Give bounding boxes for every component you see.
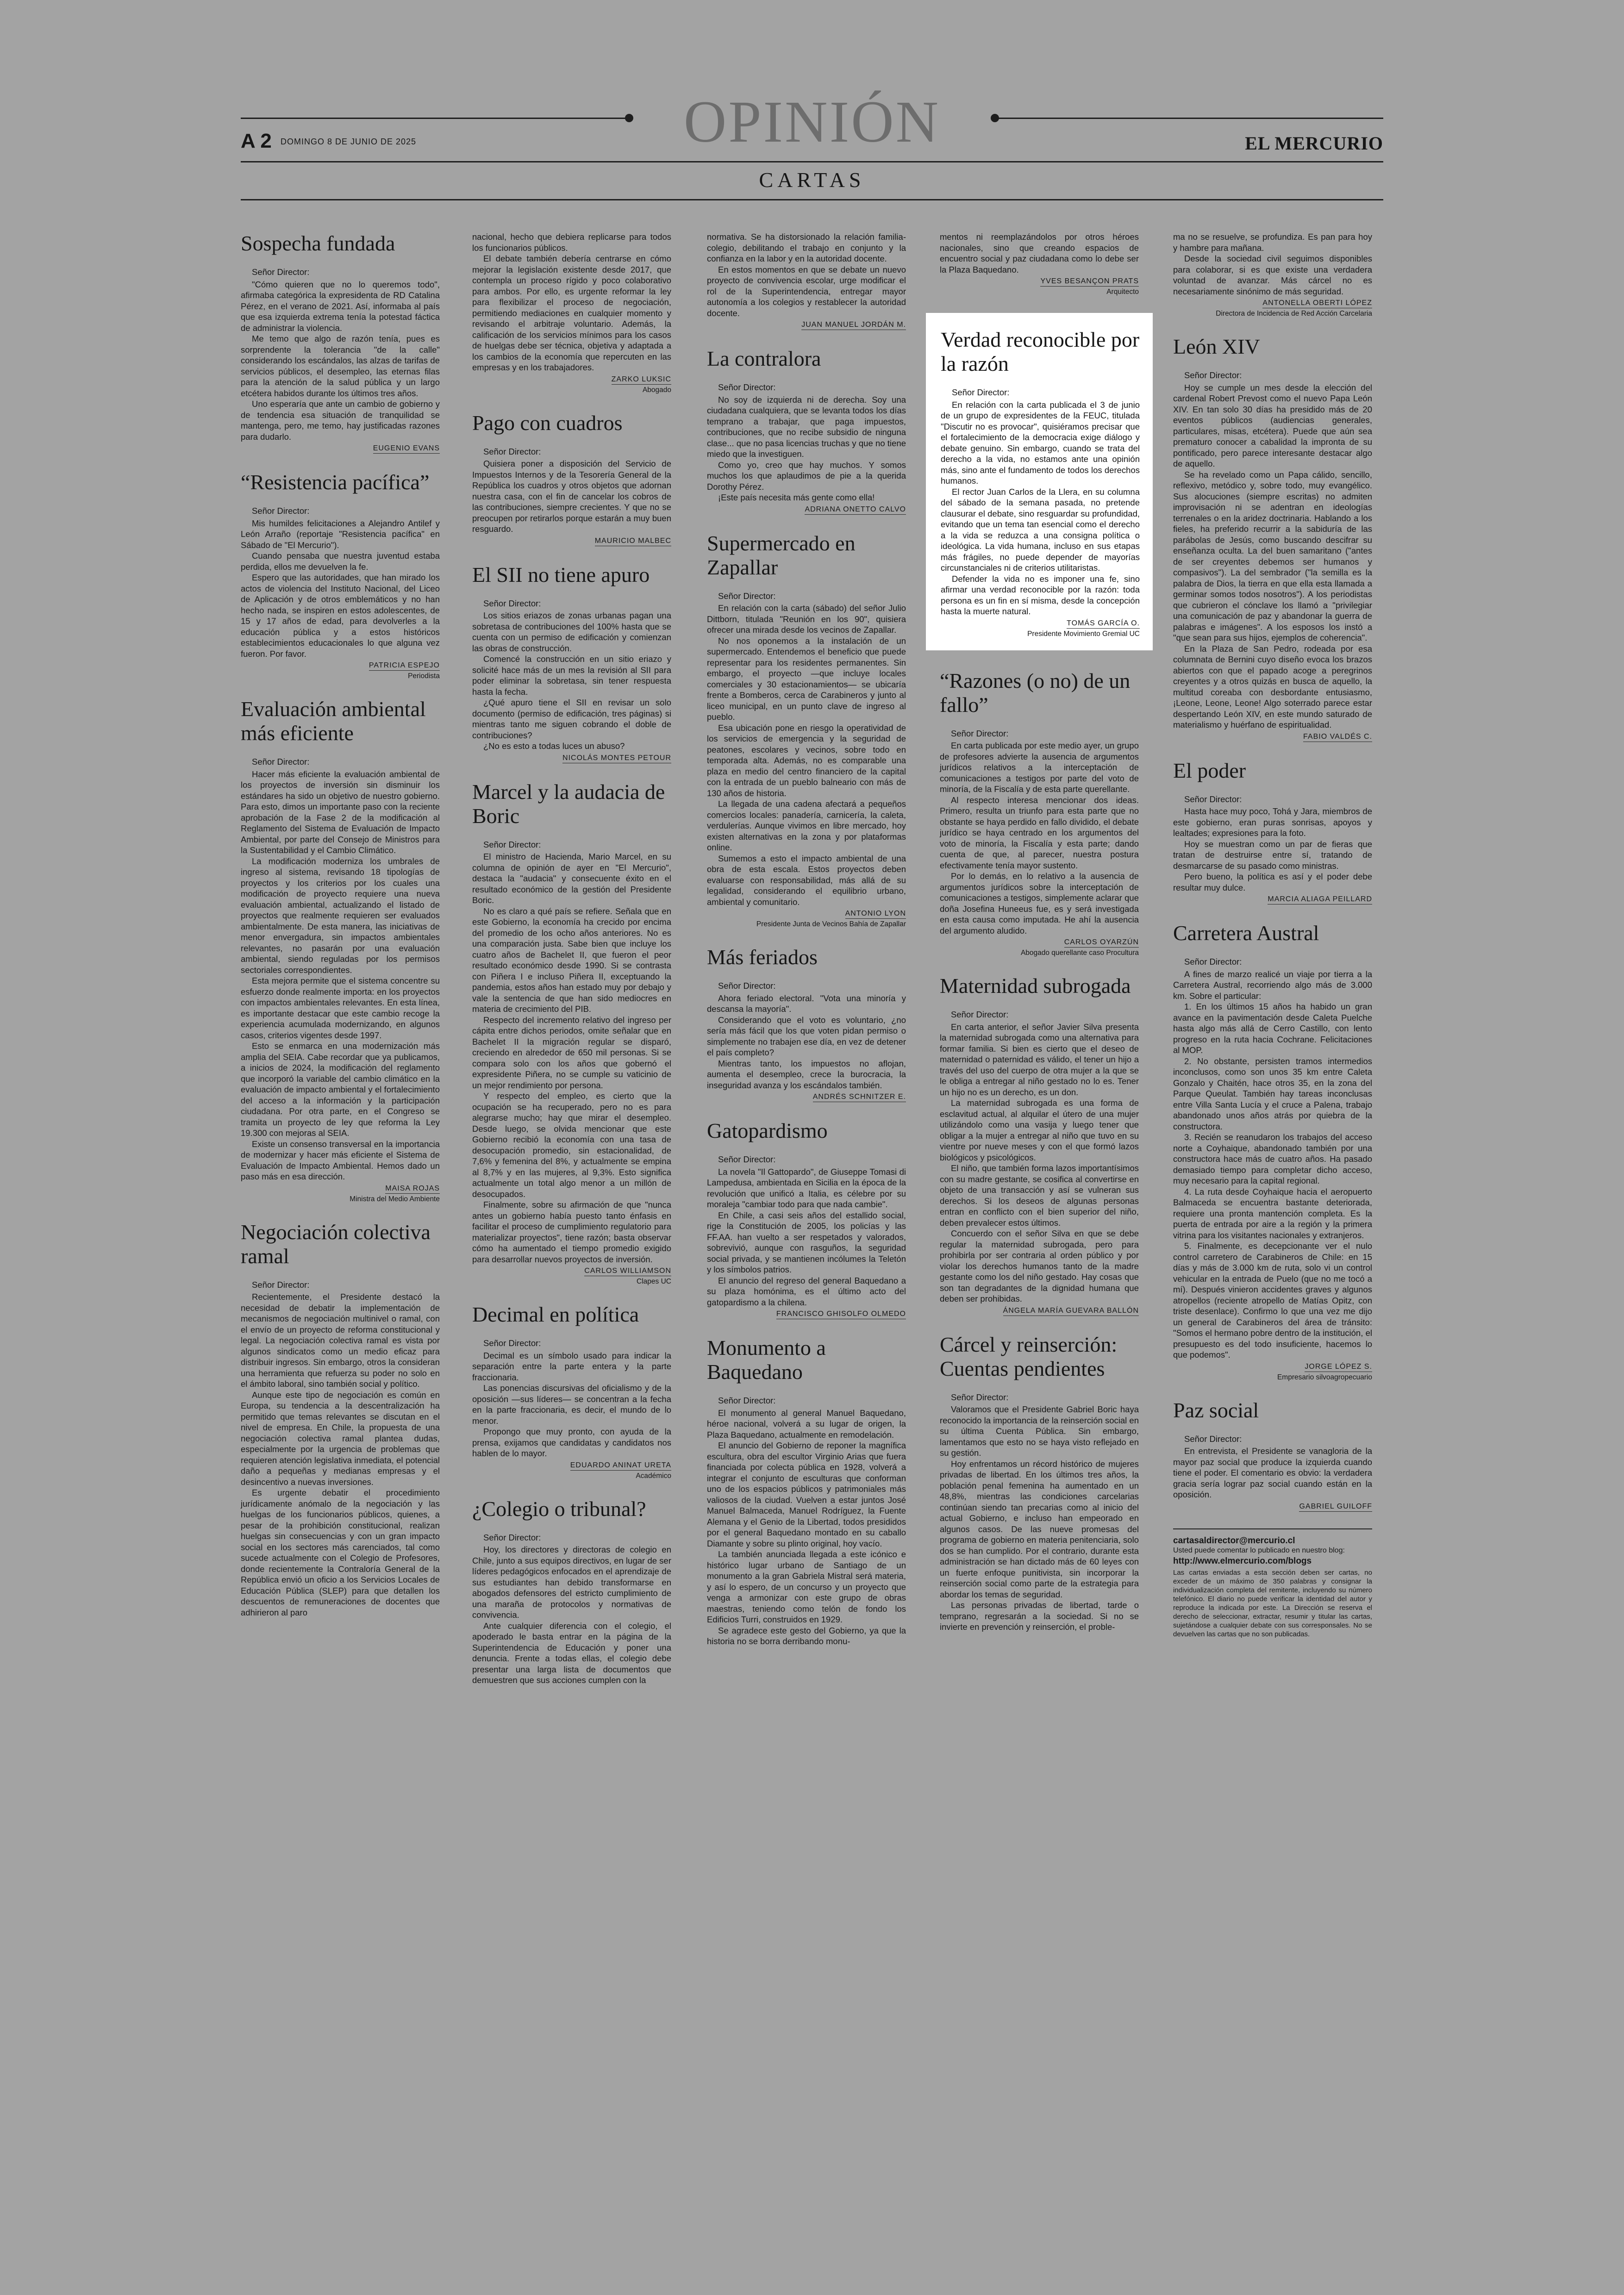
column-1 <box>241 231 440 1634</box>
column-3 <box>707 231 906 1664</box>
letter-paragraph: Por lo demás, en lo relativo a la ausencia de argumentos jurídicos sobre la interceptación de comunicaciones a testigos, simplemente aclarar que doña Josefina Huneeus fue, es y será investigada en esta causa como imputada. He ahí la ausencia del argumento aludido. <box>940 871 1139 935</box>
letter-monumento-baquedano <box>707 1336 906 1647</box>
letter-salutation: Señor Director: <box>483 598 541 608</box>
letter-paragraph: Hacer más eficiente la evaluación ambiental de los proyectos de inversión sin disminuir los estándares ha sido un objetivo de nuestro gobierno. Para esto, dimos un importante paso con la reciente aprobación de la Fase 2 de la modificación al Reglamento del Sistema de Evaluación de Impacto Ambiental, por parte del Consejo de Ministros para la Sustentabilidad y el Cambio Climático. <box>241 769 440 855</box>
letter-title: El poder <box>1173 758 1246 782</box>
letter-pago-con-cuadros <box>472 411 671 546</box>
letter-paragraph: La llegada de una cadena afectará a pequeños comercios locales: panadería, carnicería, la caleta, verdulerías. Aunque vivimos en libre mercado, hoy existen alternativas en la zona y por plataformas online. <box>707 799 906 852</box>
letter-salutation: Señor Director: <box>483 1532 541 1542</box>
letter-paragraph: En relación con la carta publicada el 3 de junio de un grupo de expresidentes de la FEUC, titulada "Discutir no es provocar", quisiéramos precisar que el fortalecimiento de la democracia exige diálogo y debate genuino. Sin embargo, cuando se trata del derecho a la vida, no estamos ante una opinión más, sino ante el fundamento de todos los derechos humanos. <box>941 399 1140 486</box>
signature-name: MARCIA ALIAGA PEILLARD <box>1268 895 1372 904</box>
letter-paragraph: Los sitios eriazos de zonas urbanas pagan una sobretasa de contribuciones del 100% hasta que se cuenta con un permiso de edificación y comienzan las obras de construcción. <box>472 611 671 653</box>
letter-paragraph: Finalmente, sobre su afirmación de que "nunca antes un gobierno había puesto tanto énfasis en facilitar el proceso de cumplimiento regulatorio para materializar proyectos", tiene razón; basta observar cómo ha aumentado el tiempo promedio exigido para desarrollar nuevos proyectos de inversión. <box>472 1200 671 1264</box>
letter-paragraph: 2. No obstante, persisten tramos intermedios inconclusos, como son unos 35 km entre Caleta Gonzalo y Chaitén, hace otros 35, en la zona del Parque Queulat. También hay tareas inconclusas entre Villa Santa Lucía y el cruce a Palena, trabajo abandonado unos años atrás por quiebra de la constructora. <box>1173 1056 1372 1131</box>
letter-paragraph: Recientemente, el Presidente destacó la necesidad de debatir la implementación de mecanismos de negociación multinivel o ramal, con el envío de un proyecto de reforma constitucional y legal. La negociación colectiva ramal es vista por algunos sindicatos como un medio eficaz para distribuir ingresos. Sin embargo, otros la consideran una herramienta que refuerza su poder no solo en el ámbito laboral, sino también social y político. <box>241 1292 440 1389</box>
letter-colegio-continued <box>707 231 906 330</box>
signature-role: Directora de Incidencia de Red Acción Carcelaria <box>1216 310 1372 318</box>
letter-title: “Resistencia pacífica” <box>241 470 430 494</box>
letter-paragraph: Pero bueno, la política es así y el poder debe resultar muy dulce. <box>1173 872 1372 892</box>
signature-name: ZARKO LUKSIC <box>612 375 671 385</box>
letter-carcel-reinsercion <box>940 1333 1139 1633</box>
letter-signature <box>707 1310 906 1319</box>
letter-signature <box>1173 733 1372 742</box>
letter-paragraph: Como yo, creo que hay muchos. Y somos muchos los que aplaudimos de pie a la querida Dorothy Pérez. <box>707 460 906 492</box>
letter-title: Gatopardismo <box>707 1119 828 1142</box>
letter-paragraph: Hasta hace muy poco, Tohá y Jara, miembros de este gobierno, eran puras sonrisas, apoyos y lealtades; expresiones para la foto. <box>1173 806 1372 838</box>
letter-salutation: Señor Director: <box>252 757 310 767</box>
letter-resistencia-pacifica <box>241 470 440 680</box>
blog-link[interactable]: http://www.elmercurio.com/blogs <box>1173 1556 1312 1566</box>
letter-paragraph: En carta anterior, el señor Javier Silva presenta la maternidad subrogada como una alternativa para formar familia. Si bien es cierto que el deseo de maternidad o paternidad es válido, el tener un hijo a través del uso del cuerpo de otra mujer a la que se le obliga a entregar al niño gestado no lo es. Tener un hijo no es un derecho, es un don. <box>940 1022 1139 1097</box>
letter-title: Paz social <box>1173 1398 1259 1422</box>
letter-negociacion-colectiva <box>241 1220 440 1618</box>
signature-name: GABRIEL GUILOFF <box>1299 1503 1372 1512</box>
letter-salutation: Señor Director: <box>951 1392 1009 1402</box>
letter-el-poder <box>1173 759 1372 905</box>
letter-signature <box>1173 299 1372 318</box>
signature-name: ANTONIO LYON <box>845 910 906 919</box>
letter-paragraph: Mis humildes felicitaciones a Alejandro Antilef y León Arraño (reportaje "Resistencia pacífica" en Sábado de "El Mercurio"). <box>241 518 440 550</box>
letter-title: Supermercado en Zapallar <box>707 531 856 579</box>
letter-gatopardismo <box>707 1119 906 1319</box>
letter-paragraph: 5. Finalmente, es decepcionante ver el nulo control carretero de Carabineros de Chile: en 15 días y más de 3.000 km de ruta, solo vi un control vehicular en la entrada de Puelo (que no me tocó a mí). Después vinieron accidentes graves y algunos atropellos (reciente atropello de Matías Opitz, con triste desenlace). Confirmo lo que una vez me dijo un general de Carabineros del área de tránsito: "Somos el hermano pobre dentro de la institución, el presupuesto es del todo insuficiente, hacemos lo que podemos". <box>1173 1241 1372 1360</box>
signature-name: ÁNGELA MARÍA GUEVARA BALLÓN <box>1003 1307 1139 1316</box>
letter-paragraph: El monumento al general Manuel Baquedano, héroe nacional, volverá a su lugar de origen, la Plaza Baquedano, actualmente en remodelación. <box>707 1408 906 1440</box>
letter-salutation: Señor Director: <box>951 728 1009 738</box>
signature-name: YVES BESANÇON PRATS <box>1040 277 1139 287</box>
letter-salutation: Señor Director: <box>252 1279 310 1290</box>
signature-role: Presidente Movimiento Gremial UC <box>1027 630 1140 638</box>
letter-sii <box>472 563 671 763</box>
letter-title: Maternidad subrogada <box>940 974 1131 998</box>
letter-title: Carretera Austral <box>1173 921 1319 945</box>
letter-title: Marcel y la audacia de Boric <box>472 780 665 828</box>
letter-paz-social <box>1173 1398 1372 1512</box>
letter-maternidad-subrogada <box>940 974 1139 1316</box>
letter-paragraph: El anuncio del Gobierno de reponer la magnífica escultura, obra del escultor Virginio Arias que fuera financiada por colecta pública en 1928, volverá a integrar el conjunto de esculturas que conforman uno de los espacios públicos y patrimoniales más valiosos de la ciudad. Vuelven a estar juntos José Manuel Balmaceda, Manuel Rodríguez, la Fuente Alemana y el Genio de la Libertad, todos presididos por el general Baquedano montado en su caballo Diamante y sobre su plinto original, hoy vacío. <box>707 1441 906 1548</box>
letter-paragraph: La maternidad subrogada es una forma de esclavitud actual, al alquilar el útero de una mujer utilizándolo como una vasija y luego tener que obligar a la mujer a entregar al niño que tuvo en su vientre por nueve meses y con el que formó lazos biológicos y psicológicos. <box>940 1098 1139 1162</box>
signature-name: JORGE LÓPEZ S. <box>1305 1363 1372 1372</box>
signature-name: FABIO VALDÉS C. <box>1303 733 1372 742</box>
letter-la-contralora <box>707 347 906 515</box>
letter-paragraph: Valoramos que el Presidente Gabriel Boric haya reconocido la importancia de la reinserción social en su última Cuenta Pública. Sin embargo, lamentamos que esto no se haya visto reflejado en su gestión. <box>940 1404 1139 1458</box>
letter-salutation: Señor Director: <box>718 1154 776 1164</box>
letter-paragraph: Las ponencias discursivas del oficialismo y de la oposición —sus líderes— se concentran a la fecha en la parte fraccionaria, es decir, el mundo de lo menor. <box>472 1383 671 1426</box>
letter-paragraph: Ahora feriado electoral. "Vota una minoría y descansa la mayoría". <box>707 993 906 1014</box>
letter-marcel-boric <box>472 780 671 1286</box>
letter-sospecha-fundada <box>241 231 440 454</box>
letter-paragraph: Se agradece este gesto del Gobierno, ya que la historia no se borra derribando monu- <box>707 1625 906 1646</box>
letter-paragraph: Esta mejora permite que el sistema concentre su esfuerzo donde realmente importa: en los proyectos con impactos ambientales relevantes. En esta línea, es importante destacar que este cambio recoge la experiencia acumulada modernizando, en algunos casos, criterios vigentes desde 1997. <box>241 976 440 1040</box>
signature-role: Abogado querellante caso Procultura <box>1020 949 1139 957</box>
comment-note: Usted puede comentar lo publicado en nuestro blog: <box>1173 1546 1345 1554</box>
signature-role: Clapes UC <box>637 1278 671 1285</box>
letter-signature <box>707 505 906 515</box>
letter-paragraph: 1. En los últimos 15 años ha habido un gran avance en la pavimentación desde Caleta Puelche hasta algo más allá de Cerro Castillo, con lento progreso en la ruta hacia Cochrane. Felicitaciones al MOP. <box>1173 1002 1372 1055</box>
signature-name: EUGENIO EVANS <box>373 444 440 454</box>
letter-signature <box>940 1307 1139 1316</box>
letter-evaluacion-ambiental <box>241 697 440 1204</box>
letter-signature <box>707 321 906 330</box>
letter-salutation: Señor Director: <box>951 1010 1009 1019</box>
header-rule-bottom <box>241 199 1383 200</box>
letter-paragraph: Hoy enfrentamos un récord histórico de mujeres privadas de libertad. En los últimos tres años, la población penal femenina ha aumentado en un 48,8%, mientras las condiciones carcelarias continúan siendo tan precarias como al inicio del actual Gobierno, e incluso han empeorado en algunos casos. De las nueve promesas del programa de gobierno en materia penitenciaria, solo dos se han cumplido. Por el contrario, durante esta administración se han dictado más de 60 leyes con un fuerte enfoque punitivista, sin incorporar la reinserción social como parte de la estrategia para abordar los temas de seguridad. <box>940 1459 1139 1599</box>
letter-signature <box>1173 895 1372 904</box>
letter-razones-de-un-fallo <box>940 669 1139 958</box>
letter-paragraph: Quisiera poner a disposición del Servicio de Impuestos Internos y de la Tesorería General de la República los cuadros y otros objetos que adornan nuestra casa, con el fin de cancelar los cobros de las contribuciones, siempre crecientes. Y que no se preocupen por retirarlos porque estarán a muy buen resguardo. <box>472 459 671 534</box>
header-dot-right <box>991 114 999 122</box>
signature-name: ANDRÉS SCHNITZER E. <box>813 1093 906 1102</box>
signature-name: ANTONELLA OBERTI LÓPEZ <box>1262 299 1372 308</box>
letter-title: Evaluación ambiental más eficiente <box>241 697 426 745</box>
letter-salutation: Señor Director: <box>718 1396 776 1405</box>
letter-signature <box>472 1461 671 1480</box>
header-dot-left <box>625 114 633 122</box>
letter-paragraph: En relación con la carta (sábado) del señor Julio Dittborn, titulada "Reunión en los 90", quisiera ofrecer una mirada desde los vecinos de Zapallar. <box>707 603 906 635</box>
letter-salutation: Señor Director: <box>718 382 776 392</box>
letter-paragraph: Hoy se muestran como un par de fieras que tratan de destruirse entre sí, tratando de desmarcarse de su pasado como ministras. <box>1173 839 1372 871</box>
letter-paragraph: El niño, que también forma lazos importantísimos con su madre gestante, se cosifica al convertirse en objeto de una transacción y así se vulneran sus derechos. Si los deseos de algunas personas entran en conflicto con el bien superior del niño, deben prevalecer estos últimos. <box>940 1163 1139 1228</box>
letter-paragraph: Me temo que algo de razón tenía, pues es sorprendente la tolerancia "de la calle" considerando los escándalos, las alzas de tarifas de servicios públicos, el desempleo, las eternas filas para la atención de la salud pública y un largo etcétera habidos durante los últimos tres años. <box>241 334 440 398</box>
letter-paragraph: El debate también debería centrarse en cómo mejorar la legislación existente desde 2017, que contempla un proceso rígido y poco colaborativo para ambos. Por ello, es urgente reformar la ley para flexibilizar el proceso de negociación, permitiendo mediaciones en cualquier momento y revisando el arbitraje voluntario. Además, la calificación de los servicios mínimos para los casos de huelgas debe ser técnica, objetiva y adaptada a los cambios de la economía que repercuten en las empresas y en los trabajadores. <box>472 254 671 372</box>
signature-name: TOMÁS GARCÍA O. <box>1067 619 1140 629</box>
letter-paragraph: Es urgente debatir el procedimiento jurídicamente anómalo de la negociación y las huelgas de los funcionarios públicos, quienes, a pesar de la prohibición constitucional, realizan huelgas sin consecuencias y con un gran impacto social en los sectores más carenciados, tal como sucede actualmente con el Colegio de Profesores, donde recientemente la Contraloría General de la República envió un oficio a los Servicios Locales de Educación Pública (SLEP) para que detallen los descuentos de remuneraciones de docentes que adhirieron al paro <box>241 1488 440 1617</box>
letter-signature <box>940 938 1139 957</box>
letter-paragraph: No soy de izquierda ni de derecha. Soy una ciudadana cualquiera, que se levanta todos los días temprano a trabajar, que paga impuestos, contribuciones, que no recibe subsidio de ninguna clase... que no pasa licencias truchas y que no tiene miedo que la investiguen. <box>707 394 906 459</box>
letter-salutation: Señor Director: <box>483 1338 541 1348</box>
letter-paragraph: Considerando que el voto es voluntario, ¿no sería más fácil que los que voten pidan permiso o simplemente no trabajen ese día, en vez de detener el país completo? <box>707 1015 906 1057</box>
letter-signature <box>241 444 440 454</box>
letter-negociacion-continued <box>472 231 671 394</box>
letter-salutation: Señor Director: <box>1184 794 1242 804</box>
letter-signature <box>472 375 671 394</box>
letter-paragraph: Ante cualquier diferencia con el colegio, el apoderado le basta entrar en la página de la Superintendencia de Educación y poner una denuncia. Frente a todas ellas, el colegio debe presentar una larga lista de documentos que demuestren que sus acciones cumplen con la <box>472 1621 671 1685</box>
letter-signature <box>241 661 440 680</box>
column-5 <box>1173 231 1372 1639</box>
letter-paragraph: ¿No es esto a todas luces un abuso? <box>483 741 625 751</box>
subsection-title: CARTAS <box>759 168 865 192</box>
letter-supermercado-zapallar <box>707 531 906 929</box>
letter-paragraph: Mientras tanto, los impuestos no aflojan, aumenta el desempleo, crece la burocracia, la inseguridad avanza y los escándalos también. <box>707 1058 906 1090</box>
letter-paragraph: Esa ubicación pone en riesgo la operatividad de los servicios de emergencia y la seguridad de peatones, escolares y vecinos, sobre todo en temporada alta. Además, no es comparable una plaza en medio del centro financiero de la capital con la entrada de un pueblo balneario con más de 130 años de historia. <box>707 723 906 798</box>
signature-name: NICOLÁS MONTES PETOUR <box>562 754 671 763</box>
letter-paragraph: ma no se resuelve, se profundiza. Es pan para hoy y hambre para mañana. <box>1173 232 1372 253</box>
letter-paragraph: Al respecto interesa mencionar dos ideas. Primero, resulta un triunfo para esta parte que no obstante se haya perdido en fallo dividido, el debate jurídico se haya centrado en los argumentos del voto de minoría, la Fiscalía y esta parte; dando cuenta de que, al parecer, nuestra postura efectivamente tenía mayor sustento. <box>940 795 1139 870</box>
letter-paragraph: 4. La ruta desde Coyhaique hacia el aeropuerto Balmaceda se encuentra bastante deteriorada, requiere una pronta mantención completa. Es la puerta de entrada por aire a la región y la primera vitrina para los visitantes nacionales y extranjeros. <box>1173 1186 1372 1240</box>
signature-role: Periodista <box>408 672 440 680</box>
letter-title: Más feriados <box>707 945 818 969</box>
letter-carcel-continued <box>1173 231 1372 318</box>
letter-salutation: Señor Director: <box>1184 957 1242 967</box>
letter-paragraph: Respecto del incremento relativo del ingreso per cápita entre dichos periodos, omite señalar que en Bachelet II la migración regular se disparó, creciendo en alrededor de 650 mil personas. Si se compara solo con los años que gobernó el expresidente Piñera, no se cumple su vaticinio de un mejor rendimiento por persona. <box>472 1015 671 1090</box>
letter-paragraph: normativa. Se ha distorsionado la relación familia-colegio, debilitando el trabajo en conjunto y la confianza en la labor y en la autoridad docente. <box>707 232 906 263</box>
letter-paragraph: Uno esperaría que ante un cambio de gobierno y de tendencia esa situación de tranquilidad se mantenga, pero, me temo, hay justificadas razones para dudarlo. <box>241 399 440 442</box>
letter-title: “Razones (o no) de un fallo” <box>940 668 1131 717</box>
header-rule-top <box>241 161 1383 162</box>
letter-salutation: Señor Director: <box>252 267 310 277</box>
letter-paragraph: En Chile, a casi seis años del estallido social, rige la Constitución de 2005, los policías y las FF.AA. han vuelto a ser respetados y valorados, sobrevivió, aunque con rasguños, la seguridad social privada, y se mantienen incólumes la Teletón y los símbolos patrios. <box>707 1210 906 1274</box>
letter-paragraph: El rector Juan Carlos de la Llera, en su columna del sábado de la semana pasada, no pretende clausurar el debate, sino resguardar su profundidad, evitando que un tema tan esencial como el derecho a la vida se reduzca a una consigna política o ideológica. La vida humana, incluso en sus etapas más frágiles, no puede depender de mayorías circunstanciales ni de criterios utilitaristas. <box>941 486 1140 573</box>
signature-name: CARLOS WILLIAMSON <box>584 1267 671 1276</box>
letter-paragraph: Esto se enmarca en una modernización más amplia del SEIA. Cabe recordar que ya publicamos, a inicios de 2024, la modificación del reglamento que incorporó la variable del cambio climático en la evaluación de impacto ambiental y el fortalecimiento del acceso a la información y la participación ciudadana. Por otra parte, en el Congreso se tramita un proyecto de ley que reforma la Ley 19.300 con mejoras al SEIA. <box>241 1041 440 1138</box>
letter-paragraph: Las personas privadas de libertad, tarde o temprano, regresarán a la sociedad. Si no se invierte en prevención y reinserción, el proble- <box>940 1600 1139 1632</box>
page-date: DOMINGO 8 DE JUNIO DE 2025 <box>281 137 417 146</box>
letter-paragraph: mentos ni reemplazándolos por otros héroes nacionales, sino que creando espacios de encuentro social y paz ciudadana como lo debe ser la Plaza Baquedano. <box>940 232 1139 274</box>
letter-signature <box>940 277 1139 296</box>
signature-role: Abogado <box>642 386 671 394</box>
signature-role: Empresario silvoagropecuario <box>1277 1373 1372 1381</box>
letter-paragraph: En estos momentos en que se debate un nuevo proyecto de convivencia escolar, urge modificar el rol de la Superintendencia, entregar mayor autonomía a los colegios y restablecer la autoridad docente. <box>707 264 906 318</box>
letter-signature <box>707 910 906 929</box>
letter-title: La contralora <box>707 347 821 370</box>
letter-salutation: Señor Director: <box>718 591 776 601</box>
letter-paragraph: nacional, hecho que debiera replicarse para todos los funcionarios públicos. <box>472 232 671 253</box>
newspaper-name: EL MERCURIO <box>1245 133 1383 154</box>
letter-signature <box>707 1093 906 1102</box>
letter-paragraph: Cuando pensaba que nuestra juventud estaba perdida, ellos me devuelven la fe. <box>241 551 440 572</box>
signature-name: CARLOS OYARZÚN <box>1064 938 1139 948</box>
header-rule-right <box>997 118 1383 119</box>
letter-paragraph: El anuncio del regreso del general Baquedano a su plaza homónima, es el último acto del gatopardismo a la chilena. <box>707 1275 906 1307</box>
letter-salutation: Señor Director: <box>483 446 541 456</box>
letter-signature <box>941 619 1140 638</box>
column-2 <box>472 231 671 1703</box>
letter-signature <box>1173 1503 1372 1512</box>
letter-paragraph: ¿Qué apuro tiene el SII en revisar un solo documento (permiso de edificación, tres páginas) si mientras tanto me siguen cobrando el doble de contribuciones? <box>472 698 671 740</box>
signature-name: ADRIANA ONETTO CALVO <box>805 505 906 515</box>
letter-salutation: Señor Director: <box>1184 370 1242 380</box>
letter-salutation: Señor Director: <box>952 387 1010 397</box>
letter-paragraph: Desde la sociedad civil seguimos disponibles para colaborar, si es que existe una verdadera voluntad de avanzar. Más cárcel no es necesariamente sinónimo de más seguridad. <box>1173 254 1372 296</box>
signature-role: Presidente Junta de Vecinos Bahía de Zapallar <box>756 920 906 928</box>
letter-paragraph: Y respecto del empleo, es cierto que la ocupación se ha recuperado, pero no es para alegrarse mucho; hay que mirar el desempleo. Desde luego, se olvida mencionar que este Gobierno recibió la economía con una tasa de desocupación promedio, sin estacionalidad, de 7,6% y femenina del 8%, y actualmente se empina al 8,7% y en las mujeres, al 9,3%. Esto significa actualmente un total algo menor a un millón de desocupados. <box>472 1091 671 1199</box>
letter-title: ¿Colegio o tribunal? <box>472 1497 646 1521</box>
letter-title: Decimal en política <box>472 1303 639 1326</box>
letter-paragraph: La novela "Il Gattopardo", de Giuseppe Tomasi di Lampedusa, ambientada en Sicilia en la época de la revolución que unificó a Italia, es célebre por su moraleja "cambiar todo para que nada cambie". <box>707 1166 906 1209</box>
header-rule-left <box>241 118 627 119</box>
letter-paragraph: Sumemos a esto el impacto ambiental de una obra de esta escala. Estos proyectos deben evaluarse con responsabilidad, más allá de su legalidad, considerando el equilibrio urbano, ambiental y comunitario. <box>707 853 906 907</box>
submission-rules: Las cartas enviadas a esta sección deben ser cartas, no exceder de un máximo de 350 palabras y consignar la individualización completa del remitente, incluyendo su número telefónico. El diario no puede verificar la identidad del autor y reproduce la indicada por este. La Dirección se reserva el derecho de seleccionar, extractar, resumir y titular las cartas, sujetándose a cualquier debate con sus corresponsales. No se devuelven las cartas que no son publicadas. <box>1173 1568 1372 1638</box>
letter-title: León XIV <box>1173 335 1260 358</box>
letter-signature <box>472 1267 671 1286</box>
letter-verdad-reconocible-highlighted <box>926 313 1153 650</box>
column-4 <box>940 231 1139 1649</box>
letter-mas-feriados <box>707 945 906 1102</box>
letter-paragraph: "Cómo quieren que no lo queremos todo", afirmaba categórica la expresidenta de RD Catalina Pérez, en el verano de 2021. Así, informaba al país que esa izquierda extrema tenía la potestad fáctica de administrar la violencia. <box>241 279 440 333</box>
letter-paragraph: Defender la vida no es imponer una fe, sino afirmar una verdad reconocible por la razón: toda persona es un fin en sí misma, desde la concepción hasta la muerte natural. <box>941 574 1140 616</box>
letter-paragraph: ¡Este país necesita más gente como ella! <box>718 493 875 502</box>
letter-paragraph: Propongo que muy pronto, con ayuda de la prensa, exijamos que candidatas y candidatos nos hablen de lo mayor. <box>472 1427 671 1458</box>
contact-email[interactable]: cartasaldirector@mercurio.cl <box>1173 1535 1295 1546</box>
letter-paragraph: En entrevista, el Presidente se vanagloria de la mayor paz social que produce la izquierda cuando tiene el poder. El comentario es obvio: la verdadera gracia sería lograr paz social cuando están en la oposición. <box>1173 1446 1372 1499</box>
letter-paragraph: La modificación moderniza los umbrales de ingreso al sistema, revisando 18 tipologías de proyectos y los criterios por los cuales una modificación de proyecto requiere una nueva evaluación ambiental, actualizando el listado de proyectos que realmente requieren ser evaluados ambientalmente. De esta manera, las iniciativas de menor envergadura, sin impactos ambientales relevantes, no pasarán por una evaluación ambiental, siendo reguladas por los permisos sectoriales correspondientes. <box>241 856 440 975</box>
signature-name: EDUARDO ANINAT URETA <box>570 1461 671 1471</box>
letter-title: Monumento a Baquedano <box>707 1336 826 1384</box>
letter-leon-xiv <box>1173 335 1372 742</box>
letter-paragraph: Hoy se cumple un mes desde la elección del cardenal Robert Prevost como el nuevo Papa León XIV. En tan solo 30 días ha presidido más de 20 eventos públicos (audiencias generales, particulares, misas, etcétera). Puede que aún sea prematuro conocer a cabalidad la impronta de su pontificado, pero parece interesante destacar algo de aquello. <box>1173 382 1372 468</box>
letter-title: Sospecha fundada <box>241 231 395 255</box>
signature-name: MAURICIO MALBEC <box>595 537 671 546</box>
letter-paragraph: No nos oponemos a la instalación de un supermercado. Entendemos el beneficio que puede representar para los residentes permanentes. Sin embargo, el proyecto —que incluye locales comerciales y 30 estacionamientos— se ubicaría frente a Bomberos, cerca de Carabineros y junto al liceo municipal, en un punto clave de ingreso al pueblo. <box>707 636 906 722</box>
signature-role: Arquitecto <box>1106 288 1139 296</box>
letter-paragraph: Espero que las autoridades, que han mirado los actos de violencia del Instituto Nacional, del Liceo de Aplicación y de otros emblemáticos y no han hecho nada, se inspiren en estos adolescentes, de 15 y 17 años de edad, para devolverles a la educación pública y a estos históricos establecimientos educacionales lo que alguna vez fueron. Por favor. <box>241 573 440 659</box>
letter-title: Verdad reconocible por la razón <box>941 328 1140 375</box>
letter-paragraph: Existe un consenso transversal en la importancia de modernizar y hacer más eficiente el Sistema de Evaluación de Impacto Ambiental. Hemos dado un paso más en esa dirección. <box>241 1139 440 1181</box>
section-title: OPINIÓN <box>683 89 941 155</box>
letter-signature <box>1173 1363 1372 1382</box>
letter-monumento-continued <box>940 231 1139 296</box>
letter-decimal-en-politica <box>472 1303 671 1480</box>
letter-salutation: Señor Director: <box>252 506 310 516</box>
submission-info-box <box>1173 1528 1372 1639</box>
letter-salutation: Señor Director: <box>483 839 541 849</box>
page-number: A 2 <box>241 130 272 152</box>
letter-carretera-austral <box>1173 921 1372 1382</box>
letter-paragraph: En carta publicada por este medio ayer, un grupo de profesores advierte la ausencia de argumentos jurídicos relativos a la interceptación de comunicaciones a testigos por parte del voto de minoría, de la Fiscalía y de esta parte querellante. <box>940 741 1139 794</box>
letter-paragraph: Se ha revelado como un Papa cálido, sencillo, reflexivo, metódico y, sobre todo, muy evangélico. Sus alocuciones (siempre escritas) no admiten improvisación ni se adentran en ideologías terrenales o en la aridez doctrinaria. Hablando a los fieles, ha preferido recurrir a la sabiduría de las parábolas de Jesús, como buscando descifrar su enseñanza oculta. La del buen samaritano ("antes de ser creyentes debemos ser humanos y compasivos"). La del sembrador ("la semilla es la palabra de Dios, la tierra en que ella esta llamada a germinar somos todos nosotros"). A los periodistas que cubrieron el cónclave los llamó a "privilegiar una comunicación de paz y abandonar la guerra de palabras e imágenes". A los esposos los instó a "que sean para sus hijos, ejemplos de coherencia". <box>1173 469 1372 642</box>
signature-name: PATRICIA ESPEJO <box>369 661 440 671</box>
letter-paragraph: En la Plaza de San Pedro, rodeada por esa columnata de Bernini cuyo diseño evoca los brazos abiertos con que el papado acoge a peregrinos creyentes y a otros quizás en busca de aquello, la multitud coreaba con desbordante entusiasmo, ¡Leone, Leone, Leone! Algo soterrado parece estar despertando León XIV, en este mundo saturado de materialismo y huérfano de espiritualidad. <box>1173 643 1372 730</box>
letter-paragraph: La también anunciada llegada a este icónico e histórico lugar urbano de Santiago de un monumento a la gran Gabriela Mistral será materia, y así lo espero, de un concurso y un proyecto que venga a armonizar con este grupo de obras maestras, teniendo como telón de fondo los Edificios Turri, construidos en 1929. <box>707 1549 906 1624</box>
masthead <box>241 88 1383 204</box>
letter-paragraph: No es claro a qué país se refiere. Señala que en este Gobierno, la economía ha crecido por encima del promedio de los ocho años anteriores. No es una comparación justa. Sabe bien que incluye los cuatro años de Bachelet II, que fueron el peor resultado económico desde 1990. Si se contrasta con Piñera I e incluso Piñera II, exceptuando la pandemia, estos años han estado muy por debajo y vale la sentencia de que han sido mediocres en materia de crecimiento del PIB. <box>472 906 671 1014</box>
letter-paragraph: Concuerdo con el señor Silva en que se debe regular la maternidad subrogada, pero para prohibirla por ser contraria al orden público y por violar los derechos humanos tanto de la madre gestante como los del niño gestado. Hay cosas que son tan degradantes de la dignidad humana que deben ser prohibidas. <box>940 1229 1139 1303</box>
letter-signature <box>472 754 671 763</box>
letter-title: El SII no tiene apuro <box>472 562 650 586</box>
letter-salutation: Señor Director: <box>718 981 776 991</box>
letter-paragraph: El ministro de Hacienda, Mario Marcel, en su columna de opinión de ayer en "El Mercurio", destaca la "audacia" y consecuente éxito en el resultado económico de la gestión del Presidente Boric. <box>472 852 671 905</box>
letter-salutation: Señor Director: <box>1184 1434 1242 1444</box>
letter-colegio-o-tribunal <box>472 1497 671 1686</box>
signature-role: Ministra del Medio Ambiente <box>350 1195 440 1203</box>
signature-name: JUAN MANUEL JORDÁN M. <box>801 321 906 330</box>
signature-name: FRANCISCO GHISOLFO OLMEDO <box>776 1310 906 1319</box>
letter-title: Negociación colectiva ramal <box>241 1220 431 1268</box>
letter-title: Pago con cuadros <box>472 411 623 435</box>
letter-signature <box>472 537 671 546</box>
letter-paragraph: Decimal es un símbolo usado para indicar la separación entre la parte entera y la parte fraccionaria. <box>472 1350 671 1382</box>
letter-paragraph: Hoy, los directores y directoras de colegio en Chile, junto a sus equipos directivos, en lugar de ser líderes pedagógicos enfocados en el aprendizaje de sus estudiantes han debido transformarse en abogados defensores del estricto cumplimiento de una maraña de protocolos y normativas de convivencia. <box>472 1545 671 1620</box>
letter-paragraph: A fines de marzo realicé un viaje por tierra a la Carretera Austral, recorriendo algo más de 3.000 km. Sobre el particular: <box>1173 969 1372 1001</box>
letter-signature <box>241 1185 440 1204</box>
letter-title: Cárcel y reinserción: Cuentas pendientes <box>940 1332 1118 1380</box>
letter-paragraph: 3. Recién se reanudaron los trabajos del acceso norte a Coyhaique, abandonado también por una constructora hace más de cuatro años. Ha pasado demasiado tiempo para completar dicho acceso, muy necesario para la capital regional. <box>1173 1132 1372 1185</box>
signature-name: MAISA ROJAS <box>385 1185 440 1194</box>
letter-paragraph: Aunque este tipo de negociación es común en Europa, su tendencia a la descentralización ha permitido que temas relevantes se discutan en el nivel de empresa. En Chile, la propuesta de una negociación colectiva ramal plantea dudas, especialmente por la urgencia de problemas que requieren atención legislativa inmediata, el potencial daño a pequeñas y medianas empresas y el desincentivo a nuevas inversiones. <box>241 1390 440 1487</box>
signature-role: Académico <box>636 1472 671 1480</box>
letter-paragraph: Comencé la construcción en un sitio eriazo y solicité hace más de un mes la revisión al SII para poder eliminar la sobretasa, sin tener respuesta hasta la fecha. <box>472 654 671 697</box>
